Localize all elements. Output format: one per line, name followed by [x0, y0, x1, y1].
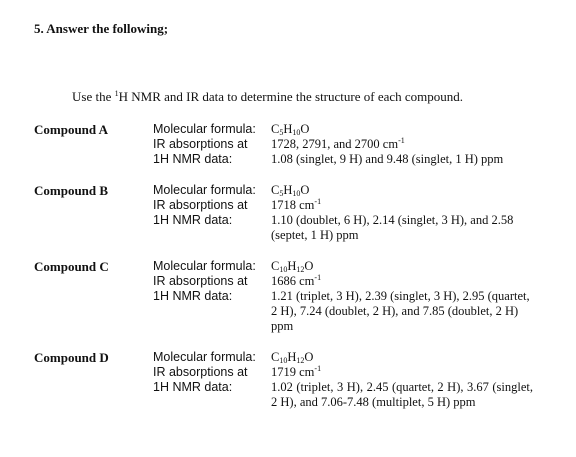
ir-absorptions: 1718 $cm^{-1}$	[271, 197, 322, 212]
compound-name: Compound C	[34, 259, 109, 274]
formula-label: Molecular formula:	[153, 350, 256, 364]
nmr-label: 1H NMR data:	[153, 289, 233, 303]
ir-absorptions: 1686 $cm^{-1}$	[271, 273, 322, 288]
instruction-before: Use the	[72, 89, 115, 104]
data-values	[271, 350, 533, 410]
data-values	[271, 122, 533, 167]
nmr-label: 1H NMR data:	[153, 380, 233, 394]
ir-label: IR absorptions at	[153, 137, 248, 151]
nmr-data: 1.10 (doublet, 6 H), 2.14 (singlet, 3 H), and 2.58 (septet, 1 H) ppm	[271, 213, 514, 242]
nmr-data: 1.08 (singlet, 9 H) and 9.48 (singlet, 1 H) ppm	[271, 152, 504, 166]
data-labels	[153, 350, 256, 395]
molecular-formula: $C_5H_{10}O$	[271, 183, 310, 198]
data-labels	[153, 183, 256, 228]
compound-name: Compound B	[34, 183, 109, 198]
ir-label: IR absorptions at	[153, 365, 248, 379]
data-labels	[153, 259, 256, 304]
ir-absorptions: 1728, 2791, and 2700 $cm^{-1}$	[271, 136, 405, 151]
instruction-after: H NMR and IR data to determine the structure of each compound.	[118, 89, 464, 104]
data-values	[271, 183, 533, 243]
data-labels	[153, 122, 256, 167]
molecular-formula: $C_{10}H_{12}O$	[271, 259, 314, 274]
molecular-formula: $C_{10}H_{12}O$	[271, 350, 314, 365]
ir-label: IR absorptions at	[153, 274, 248, 288]
instruction-text	[72, 89, 463, 105]
instruction-superscript: 1	[114, 89, 119, 98]
question-heading: 5. Answer the following;	[34, 21, 169, 36]
ir-label: IR absorptions at	[153, 198, 248, 212]
formula-label: Molecular formula:	[153, 259, 256, 273]
data-values	[271, 259, 533, 334]
nmr-data: 1.02 (triplet, 3 H), 2.45 (quartet, 2 H), 3.67 (singlet, 2 H), and 7.06-7.48 (multiplet, 5 H) ppm	[271, 380, 533, 409]
formula-label: Molecular formula:	[153, 183, 256, 197]
molecular-formula: $C_5H_{10}O$	[271, 122, 310, 137]
nmr-data: 1.21 (triplet, 3 H), 2.39 (singlet, 3 H), 2.95 (quartet, 2 H), 7.24 (doublet, 2 H), and 7.85 (doublet, 2 H) ppm	[271, 289, 530, 333]
compound-name: Compound A	[34, 122, 109, 137]
ir-absorptions: 1719 $cm^{-1}$	[271, 364, 322, 379]
compound-name: Compound D	[34, 350, 109, 365]
nmr-label: 1H NMR data:	[153, 152, 233, 166]
nmr-label: 1H NMR data:	[153, 213, 233, 227]
formula-label: Molecular formula:	[153, 122, 256, 136]
